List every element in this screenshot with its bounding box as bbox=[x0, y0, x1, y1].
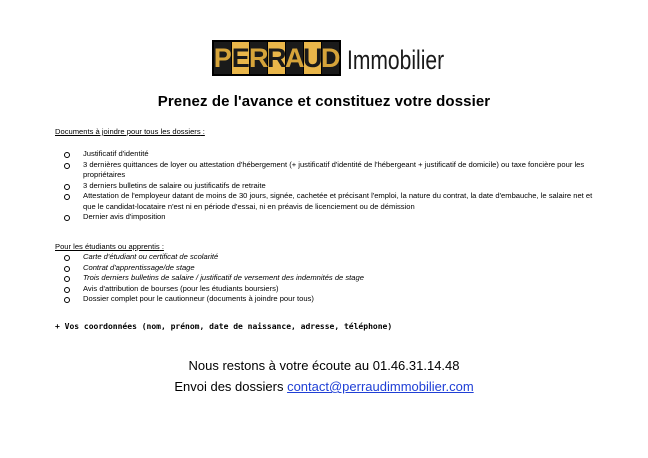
list-item: Contrat d'apprentissage/de stage bbox=[62, 263, 602, 274]
list-item: Dernier avis d'imposition bbox=[62, 212, 602, 223]
logo-letter: A bbox=[285, 42, 304, 73]
list-item: 3 dernières quittances de loyer ou attestation d'hébergement (+ justificatif d'identité de l'hébergeant + justificatif de domicile) ou taxe foncière pour les propriétaires bbox=[62, 160, 602, 181]
list-item: Justificatif d'identité bbox=[62, 149, 602, 160]
page-title: Prenez de l'avance et constituez votre dossier bbox=[157, 93, 491, 110]
list-item: Carte d'étudiant ou certificat de scolarité bbox=[62, 252, 602, 263]
logo-letter: R bbox=[249, 42, 268, 73]
section-heading-text: Pour les étudiants ou apprentis bbox=[55, 242, 160, 251]
logo-letter-blocks bbox=[212, 40, 341, 76]
logo-letter: R bbox=[267, 42, 286, 73]
email-link[interactable]: contact@perraudimmobilier.com bbox=[287, 379, 474, 394]
section-heading-students bbox=[55, 242, 164, 251]
contact-details-note: + Vos coordonnées (nom, prénom, date de naissance, adresse, téléphone) bbox=[55, 322, 393, 331]
documents-list-all bbox=[62, 149, 602, 223]
logo-letter: P bbox=[213, 42, 232, 73]
section-heading-suffix: : bbox=[159, 242, 164, 251]
email-line bbox=[0, 379, 648, 394]
section-heading-all bbox=[55, 127, 205, 136]
company-logo bbox=[212, 40, 472, 76]
list-item: 3 derniers bulletins de salaire ou justificatifs de retraite bbox=[62, 181, 602, 192]
phone-line: Nous restons à votre écoute au 01.46.31.14.48 bbox=[188, 358, 460, 373]
list-item: Trois derniers bulletins de salaire / justificatif de versement des indemnités de stage bbox=[62, 273, 602, 284]
logo-letter: D bbox=[321, 42, 340, 73]
documents-list-students bbox=[62, 252, 602, 305]
logo-name: Immobilier bbox=[347, 45, 445, 75]
logo-letter: E bbox=[231, 42, 250, 73]
list-item: Dossier complet pour le cautionneur (documents à joindre pour tous) bbox=[62, 294, 602, 305]
logo-letter: U bbox=[303, 42, 322, 73]
section-heading-text: Documents à joindre pour tous les dossiers bbox=[55, 127, 201, 136]
section-heading-suffix: : bbox=[200, 127, 205, 136]
list-item: Avis d'attribution de bourses (pour les étudiants boursiers) bbox=[62, 284, 602, 295]
list-item: Attestation de l'employeur datant de moins de 30 jours, signée, cachetée et précisant l'emploi, la nature du contrat, la date d'embauche, le salaire net et que le candidat-locataire n'est ni en période d'essai, ni en préavis de licenciement ou de démission bbox=[62, 191, 602, 212]
email-prefix: Envoi des dossiers bbox=[174, 379, 288, 394]
